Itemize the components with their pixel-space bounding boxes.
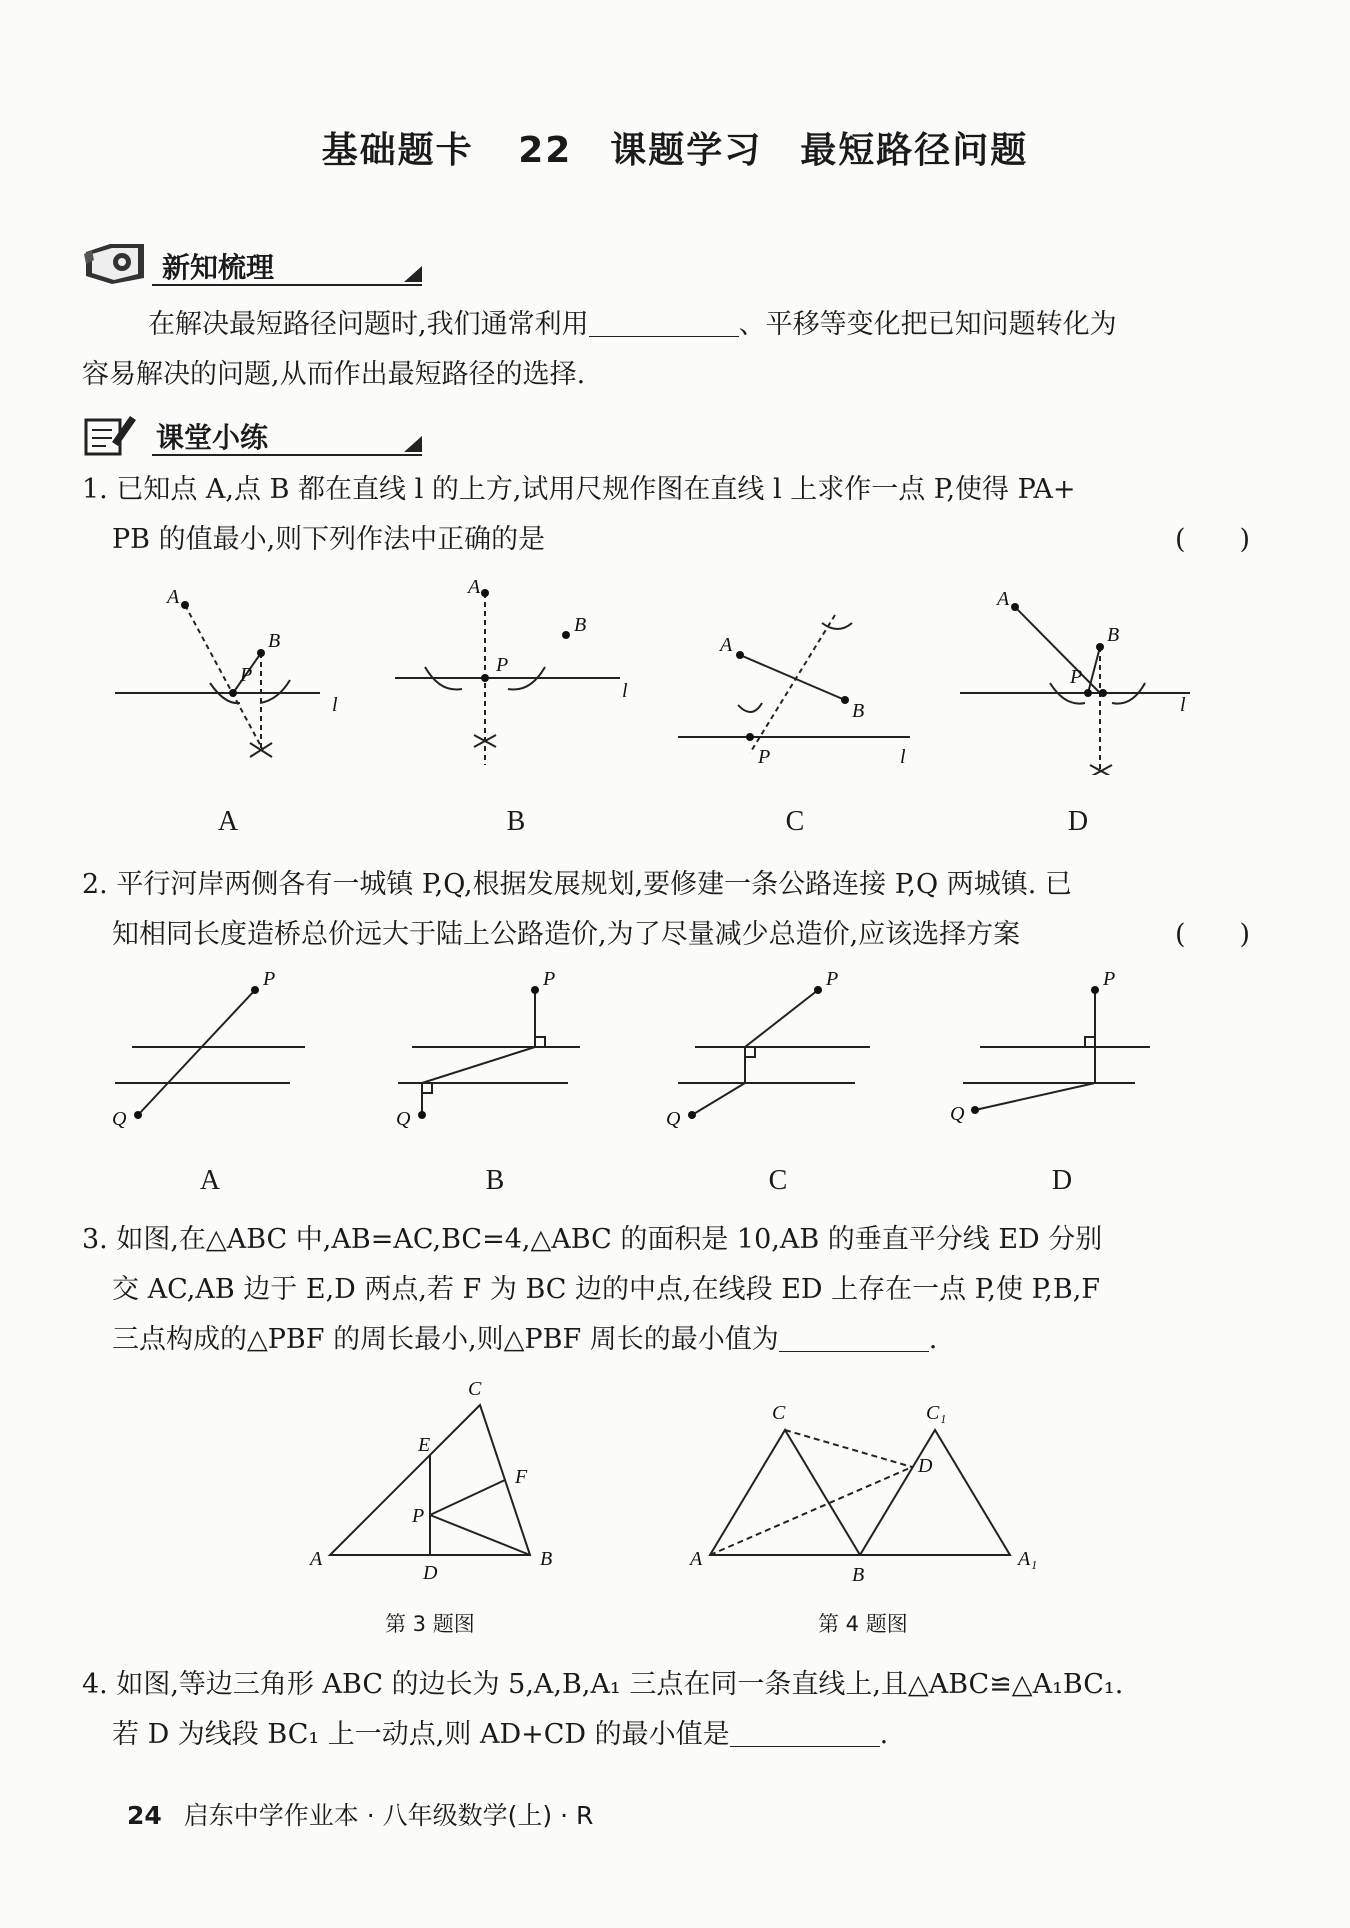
q1d-label-A: A [997, 588, 1010, 610]
q4-figure [680, 1385, 1060, 1595]
q2-line-2: 知相同长度造桥总价远大于陆上公路造价,为了尽量减少总造价,应该选择方案 [112, 919, 1021, 950]
q4-answer-blank[interactable] [730, 1719, 880, 1747]
intro-answer-blank[interactable] [589, 309, 739, 337]
q4-label-A1: A₁ [1018, 1548, 1038, 1570]
q4-label-C1: C₁ [926, 1402, 947, 1424]
q1-option-c[interactable]: C [785, 806, 805, 837]
q2c-label-P: P [826, 968, 839, 990]
q4-line-2 [112, 1710, 888, 1760]
q3-label-A: A [310, 1548, 323, 1570]
q3-line-3 [112, 1315, 937, 1365]
q4-label-C: C [772, 1402, 786, 1424]
q1a-label-A: A [167, 586, 180, 608]
q1-line-1: 1. 已知点 A,点 B 都在直线 l 的上方,试用尺规作图在直线 l 上求作一点 P,使得 PA+ [82, 474, 1076, 505]
q3-figure [300, 1375, 580, 1595]
q1d-label-P: P [1070, 666, 1083, 688]
q2a-label-P: P [263, 968, 276, 990]
q4-label-B: B [852, 1564, 865, 1586]
q2-option-c[interactable]: C [768, 1165, 788, 1196]
section-title-practice: 课堂小练 [156, 421, 269, 454]
q4-text-a: 若 D 为线段 BC₁ 上一动点,则 AD+CD 的最小值是 [112, 1719, 730, 1750]
intro-text-b: 、平移等变化把已知问题转化为 [738, 309, 1117, 340]
q2-option-a[interactable]: A [199, 1165, 221, 1196]
q1-figures [100, 575, 1250, 775]
q1d-label-l: l [1180, 694, 1186, 716]
q1-line-2: PB 的值最小,则下列作法中正确的是 [112, 524, 546, 555]
intro-line-2: 容易解决的问题,从而作出最短路径的选择. [82, 359, 586, 390]
q1b-label-A: A [468, 576, 481, 598]
q1-answer-paren[interactable]: ( ) [1175, 524, 1251, 555]
q1c-label-P: P [758, 746, 771, 768]
notebook-pencil-icon [82, 410, 138, 458]
q2d-label-P: P [1103, 968, 1116, 990]
q3-figure-caption: 第 3 题图 [385, 1612, 475, 1636]
page-number: 24 [127, 1801, 162, 1830]
q4-figure-caption: 第 4 题图 [818, 1612, 908, 1636]
q1-option-a[interactable]: A [217, 806, 239, 837]
q3-text-b: . [928, 1324, 938, 1355]
page-footer [127, 1796, 593, 1832]
q1a-label-l: l [332, 694, 338, 716]
q3-line-1: 3. 如图,在△ABC 中,AB=AC,BC=4,△ABC 的面积是 10,AB 的垂直平分线 ED 分别 [82, 1224, 1103, 1255]
q2-line-1: 2. 平行河岸两侧各有一城镇 P,Q,根据发展规划,要修建一条公路连接 P,Q 两城镇. 已 [82, 869, 1072, 900]
q2-answer-paren[interactable]: ( ) [1175, 919, 1251, 950]
section-header-new-knowledge [82, 238, 442, 292]
q2c-label-Q: Q [666, 1108, 681, 1130]
book-title: 启东中学作业本 · 八年级数学(上) · R [183, 1801, 594, 1830]
q2-option-b[interactable]: B [485, 1165, 505, 1196]
q2b-label-P: P [543, 968, 556, 990]
q1-option-d[interactable]: D [1067, 806, 1089, 837]
intro-text-a: 在解决最短路径问题时,我们通常利用 [148, 309, 589, 340]
q1d-label-B: B [1107, 624, 1120, 646]
q3-label-B: B [540, 1548, 553, 1570]
section-title-new-knowledge: 新知梳理 [162, 251, 275, 284]
q3-label-D: D [423, 1562, 438, 1584]
q3-label-C: C [468, 1378, 482, 1400]
q2b-label-Q: Q [396, 1108, 411, 1130]
book-icon [82, 240, 152, 288]
q3-text-a: 三点构成的△PBF 的周长最小,则△PBF 周长的最小值为 [112, 1324, 779, 1355]
q1a-label-B: B [268, 630, 281, 652]
q3-label-P: P [412, 1505, 425, 1527]
page-title: 基础题卡 22 课题学习 最短路径问题 [321, 130, 1029, 171]
q1-option-b[interactable]: B [506, 806, 526, 837]
section-header-practice [82, 408, 442, 462]
q1b-label-l: l [622, 680, 628, 702]
q4-text-b: . [879, 1719, 889, 1750]
q4-line-1: 4. 如图,等边三角形 ABC 的边长为 5,A,B,A₁ 三点在同一条直线上,且△ABC≌△A₁BC₁. [82, 1669, 1124, 1700]
intro-line-1 [148, 300, 1117, 350]
q2a-label-Q: Q [112, 1108, 127, 1130]
q3-answer-blank[interactable] [779, 1324, 929, 1352]
q1b-label-B: B [574, 614, 587, 636]
q2d-label-Q: Q [950, 1103, 965, 1125]
q4-label-A: A [690, 1548, 703, 1570]
q3-line-2: 交 AC,AB 边于 E,D 两点,若 F 为 BC 边的中点,在线段 ED 上存在一点 P,使 P,B,F [112, 1274, 1101, 1305]
q1a-label-P: P [240, 664, 253, 686]
q1c-label-B: B [852, 700, 865, 722]
q1c-label-l: l [900, 746, 906, 768]
q3-label-E: E [418, 1434, 431, 1456]
q1c-label-A: A [720, 634, 733, 656]
q4-label-D: D [918, 1455, 933, 1477]
q3-label-F: F [515, 1466, 528, 1488]
q2-option-d[interactable]: D [1051, 1165, 1073, 1196]
q1b-label-P: P [496, 654, 509, 676]
q2-figures [100, 965, 1250, 1135]
